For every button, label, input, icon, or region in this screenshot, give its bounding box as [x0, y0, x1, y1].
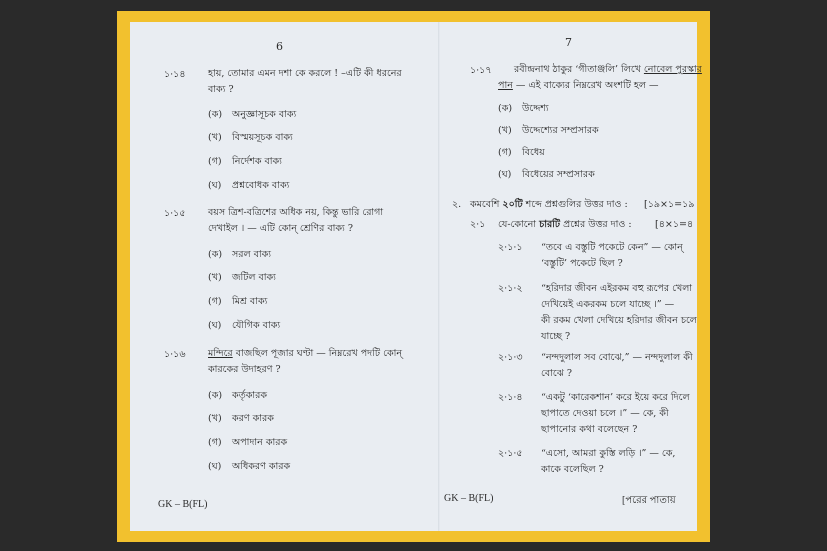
- item-line: “হরিদার জীবন এইরকম বহু রূপের খেলা: [541, 283, 693, 294]
- option-label: (ক): [498, 103, 513, 114]
- option-text: জটিল বাক্য: [232, 272, 276, 283]
- question-text-cont: বাক্য ?: [208, 84, 234, 95]
- question-number: ১·১৪: [164, 69, 186, 80]
- question-text: বয়স ত্রিশ-বত্রিশের অধিক নয়, কিন্তু ভারি রোগা: [208, 207, 384, 218]
- item-number: ২·১·২: [498, 283, 523, 294]
- option-text: অনুজ্ঞাসূচক বাক্য: [232, 109, 297, 120]
- item-line: ‘বস্তুটি’ পকেটে ছিল ?: [541, 258, 623, 269]
- subsection-marks: [৪×১=৪: [655, 219, 694, 230]
- question-text: [208, 348, 402, 360]
- page-gutter: [438, 22, 440, 531]
- section-instruction: [470, 199, 628, 211]
- option-label: (ঘ): [208, 461, 222, 472]
- option-text: উদ্দেশ্য: [522, 103, 549, 114]
- option-text: বিস্ময়সূচক বাক্য: [232, 132, 293, 143]
- question-text-cont: [498, 80, 659, 92]
- question-text-rest: — এই বাক্যের নিম্নরেখ অংশটি হল —: [512, 80, 659, 91]
- option-text: বিধেয়: [522, 147, 545, 158]
- option-text: অধিকরণ কারক: [232, 461, 291, 472]
- option-text: বিধেয়ের সম্প্রসারক: [522, 169, 595, 180]
- question-text: হায়, তোমার এমন দশা কে করলে ! –এটি কী ধরনের: [208, 68, 402, 79]
- option-label: (গ): [208, 156, 222, 167]
- question-text: [514, 64, 702, 76]
- question-number: ১·১৭: [470, 65, 492, 76]
- instruction-bold: চারটি: [539, 219, 561, 230]
- option-text: করণ কারক: [232, 413, 274, 424]
- option-label: (খ): [498, 125, 512, 136]
- item-number: ২·১·১: [498, 242, 523, 253]
- option-label: (গ): [208, 296, 222, 307]
- instruction-pre: যে-কোনো: [498, 219, 540, 230]
- question-number: ১·১৬: [164, 349, 186, 360]
- subsection-number: ২·১: [470, 219, 486, 230]
- question-text-pre: রবীন্দ্রনাথ ঠাকুর ‘গীতাঞ্জলি’ লিখে: [514, 64, 644, 75]
- page-number-left: 6: [276, 40, 283, 53]
- item-line: ছাপানোর কথা বলেছেন ?: [541, 424, 638, 435]
- instruction-post: শব্দে প্রশ্নগুলির উত্তর দাও :: [522, 199, 628, 210]
- underlined-phrase: নোবেল পুরস্কার: [643, 64, 702, 75]
- option-text: কর্তৃকারক: [232, 390, 268, 401]
- underlined-word: মন্দিরে: [208, 348, 233, 359]
- underlined-phrase: পান: [498, 80, 513, 91]
- question-text-rest: বাজছিল পূজার ঘণ্টা — নিম্নরেখ পদটি কোন্: [232, 348, 403, 359]
- option-label: (গ): [498, 147, 512, 158]
- footer-code-right: GK – B(FL): [444, 493, 494, 504]
- option-text: সরল বাক্য: [232, 249, 272, 260]
- question-text-cont: দেখাইল । — এটি কোন্ শ্রেণির বাক্য ?: [208, 223, 353, 234]
- option-label: (ক): [208, 390, 223, 401]
- next-page-note: [পরের পাতায়: [622, 495, 676, 506]
- option-label: (খ): [208, 132, 222, 143]
- option-text: যৌগিক বাক্য: [232, 320, 281, 331]
- footer-code-left: GK – B(FL): [158, 499, 208, 510]
- option-text: উদ্দেশ্যের সম্প্রসারক: [522, 125, 599, 136]
- item-line: “তবে এ বস্তুটি পকেটে কেন” — কোন্: [541, 242, 683, 253]
- option-label: (ক): [208, 249, 223, 260]
- item-line: কাকে বলেছিল ?: [541, 464, 604, 475]
- option-text: অপাদান কারক: [232, 437, 288, 448]
- option-label: (ঘ): [498, 169, 512, 180]
- option-text: মিশ্র বাক্য: [232, 296, 268, 307]
- option-label: (খ): [208, 272, 222, 283]
- item-number: ২·১·৪: [498, 392, 523, 403]
- instruction-post: প্রশ্নের উত্তর দাও :: [560, 219, 632, 230]
- subsection-instruction: [498, 219, 632, 231]
- item-line: ছাপাতে দেওয়া চলে ।” — কে, কী: [541, 408, 669, 419]
- instruction-pre: কমবেশি: [470, 199, 503, 210]
- item-line: দেখিয়েই একরকম চলে যাচ্ছে ।” —: [541, 299, 675, 310]
- option-text: নির্দেশক বাক্য: [232, 156, 282, 167]
- option-label: (খ): [208, 413, 222, 424]
- section-marks: [১৯×১=১৯: [644, 199, 695, 210]
- option-label: (ঘ): [208, 180, 222, 191]
- option-label: (গ): [208, 437, 222, 448]
- page-number-right: 7: [565, 36, 572, 49]
- item-number: ২·১·৩: [498, 352, 523, 363]
- option-label: (ক): [208, 109, 223, 120]
- question-text-cont: কারকের উদাহরণ ?: [208, 364, 281, 375]
- item-line: বোঝে ?: [541, 368, 573, 379]
- item-number: ২·১·৫: [498, 448, 523, 459]
- section-number: ২.: [452, 199, 462, 210]
- item-line: কী রকম খেলা দেখিয়ে হরিদার জীবন চলে: [541, 315, 697, 326]
- option-text: প্রশ্নবোধক বাক্য: [232, 180, 290, 191]
- item-line: “এসো, আমরা কুস্তি লড়ি ।” — কে,: [541, 448, 676, 459]
- item-line: “একটু ‘কারেকশান’ করে ইয়ে করে দিলে: [541, 392, 690, 403]
- item-line: “নন্দদুলাল সব বোঝে,” — নন্দদুলাল কী: [541, 352, 693, 363]
- option-label: (ঘ): [208, 320, 222, 331]
- item-line: যাচ্ছে ?: [541, 331, 571, 342]
- question-number: ১·১৫: [164, 208, 186, 219]
- instruction-bold: ২০টি: [502, 199, 523, 210]
